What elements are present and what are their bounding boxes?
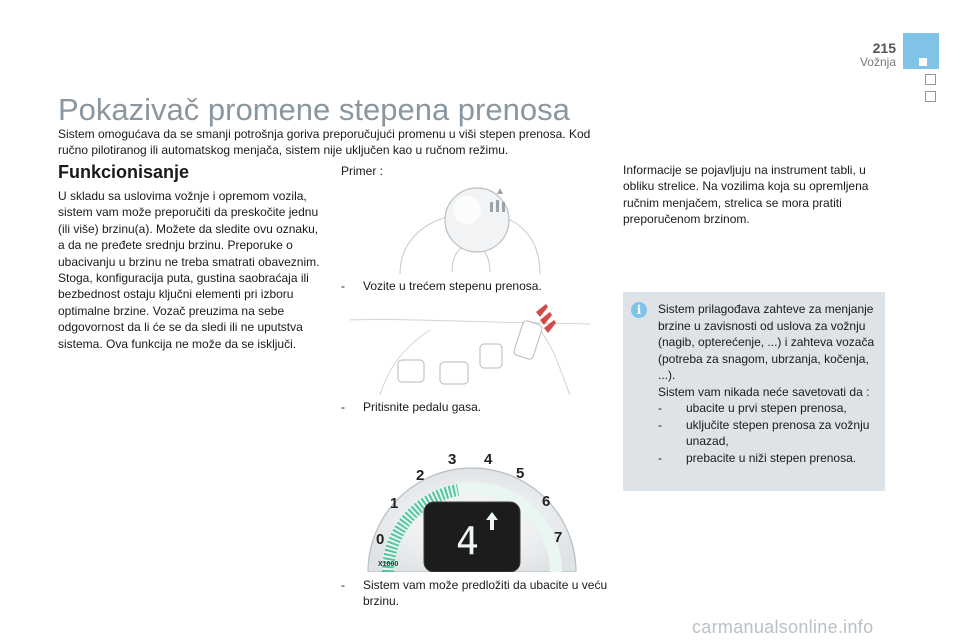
gauge-tick-label: 7 bbox=[554, 529, 563, 546]
example-step bbox=[341, 399, 603, 415]
list-item bbox=[658, 417, 878, 450]
gauge-tick-label: 0 bbox=[376, 531, 385, 548]
example-step bbox=[341, 577, 613, 609]
note-content bbox=[658, 301, 878, 466]
step-text: Sistem vam može predložiti da ubacite u veću brzinu. bbox=[363, 578, 608, 608]
example-step bbox=[341, 278, 603, 294]
gauge-tick-label: 2 bbox=[416, 467, 425, 484]
list-dash: - bbox=[341, 400, 345, 414]
section-name: Vožnja bbox=[859, 55, 896, 69]
section-title: Funkcionisanje bbox=[58, 162, 190, 182]
gauge-tick-label: 6 bbox=[542, 493, 551, 510]
gauge-tick-label: 1 bbox=[390, 495, 399, 512]
list-dash: - bbox=[341, 279, 345, 293]
list-item bbox=[658, 400, 878, 417]
step-text: Pritisnite pedalu gasa. bbox=[363, 400, 482, 414]
list-item-text: ubacite u prvi stepen prenosa, bbox=[686, 401, 847, 415]
gauge-multiplier: X1000 bbox=[378, 561, 399, 568]
gauge-tick-label: 3 bbox=[448, 451, 457, 468]
list-dash: - bbox=[658, 450, 662, 465]
footer-watermark: carmanualsonline.info bbox=[692, 617, 874, 637]
info-text: Informacije se pojavljuju na instrument tabli, u obliku strelice. Na vozilima koja su opremljena ručnim menjačem, strelica se mora pratiti preporučenom brzinom. bbox=[623, 163, 869, 227]
gauge-tick-label: 4 bbox=[484, 451, 493, 468]
dashboard-illustration bbox=[340, 442, 602, 572]
list-dash: - bbox=[658, 401, 662, 415]
chapter-tab[interactable] bbox=[925, 91, 936, 102]
info-note-box bbox=[623, 292, 885, 491]
intro-text: Sistem omogućava da se smanji potrošnja goriva preporučujući promenu u viši stepen prenosa. Kod ručno pilotiranog ili automatskog menjača, sistem nije uključen kao u ručnom režimu. bbox=[58, 127, 591, 157]
body-text: U skladu sa uslovima vožnje i opremom vozila, sistem vam može preporučiti da preskočite jednu (ili više) brzinu(a). Možete da sledite ovu oznaku, a da ne pređete srednju brzinu. Preporuke o ubacivanju u brzinu ne treba smatrati obaveznim. Stoga, konfiguracija puta, gustina saobraćaja ili bezbednost ostaju ključni elementi pri izboru optimalne brzine. Vozač preuzima na sebe odgovornost da li će se da sledi ili ne uputstva sistema. Ova funkcija ne može da se isključi. bbox=[58, 189, 320, 351]
note-text: Sistem prilagođava zahteve za menjanje brzine u zavisnosti od uslova za vožnju (nagib, opterećenje, ...) i zahteva vozača (potreba za snagom, ubrzanja, kočenja, ...). bbox=[658, 302, 875, 382]
chapter-tab-active[interactable] bbox=[903, 33, 939, 69]
list-item-text: uključite stepen prenosa za vožnju unazad, bbox=[686, 417, 870, 448]
gear-lever-illustration bbox=[340, 184, 602, 274]
gear-digit: 4 bbox=[456, 519, 479, 563]
list-item bbox=[658, 450, 878, 467]
pedals-illustration bbox=[340, 300, 602, 395]
list-dash: - bbox=[341, 578, 345, 592]
step-text: Vozite u trećem stepenu prenosa. bbox=[363, 279, 542, 293]
note-list bbox=[658, 400, 878, 466]
list-item-text: prebacite u niži stepen prenosa. bbox=[686, 450, 857, 465]
example-label: Primer : bbox=[341, 164, 383, 178]
gauge-tick-label: 5 bbox=[516, 465, 525, 482]
chapter-tab[interactable] bbox=[925, 74, 936, 85]
info-icon: i bbox=[631, 302, 647, 318]
list-dash: - bbox=[658, 417, 662, 432]
page-title: Pokazivač promene stepena prenosa bbox=[58, 92, 570, 127]
note-list-intro: Sistem vam nikada neće savetovati da : bbox=[658, 384, 870, 399]
page-number: 215 bbox=[872, 40, 896, 56]
